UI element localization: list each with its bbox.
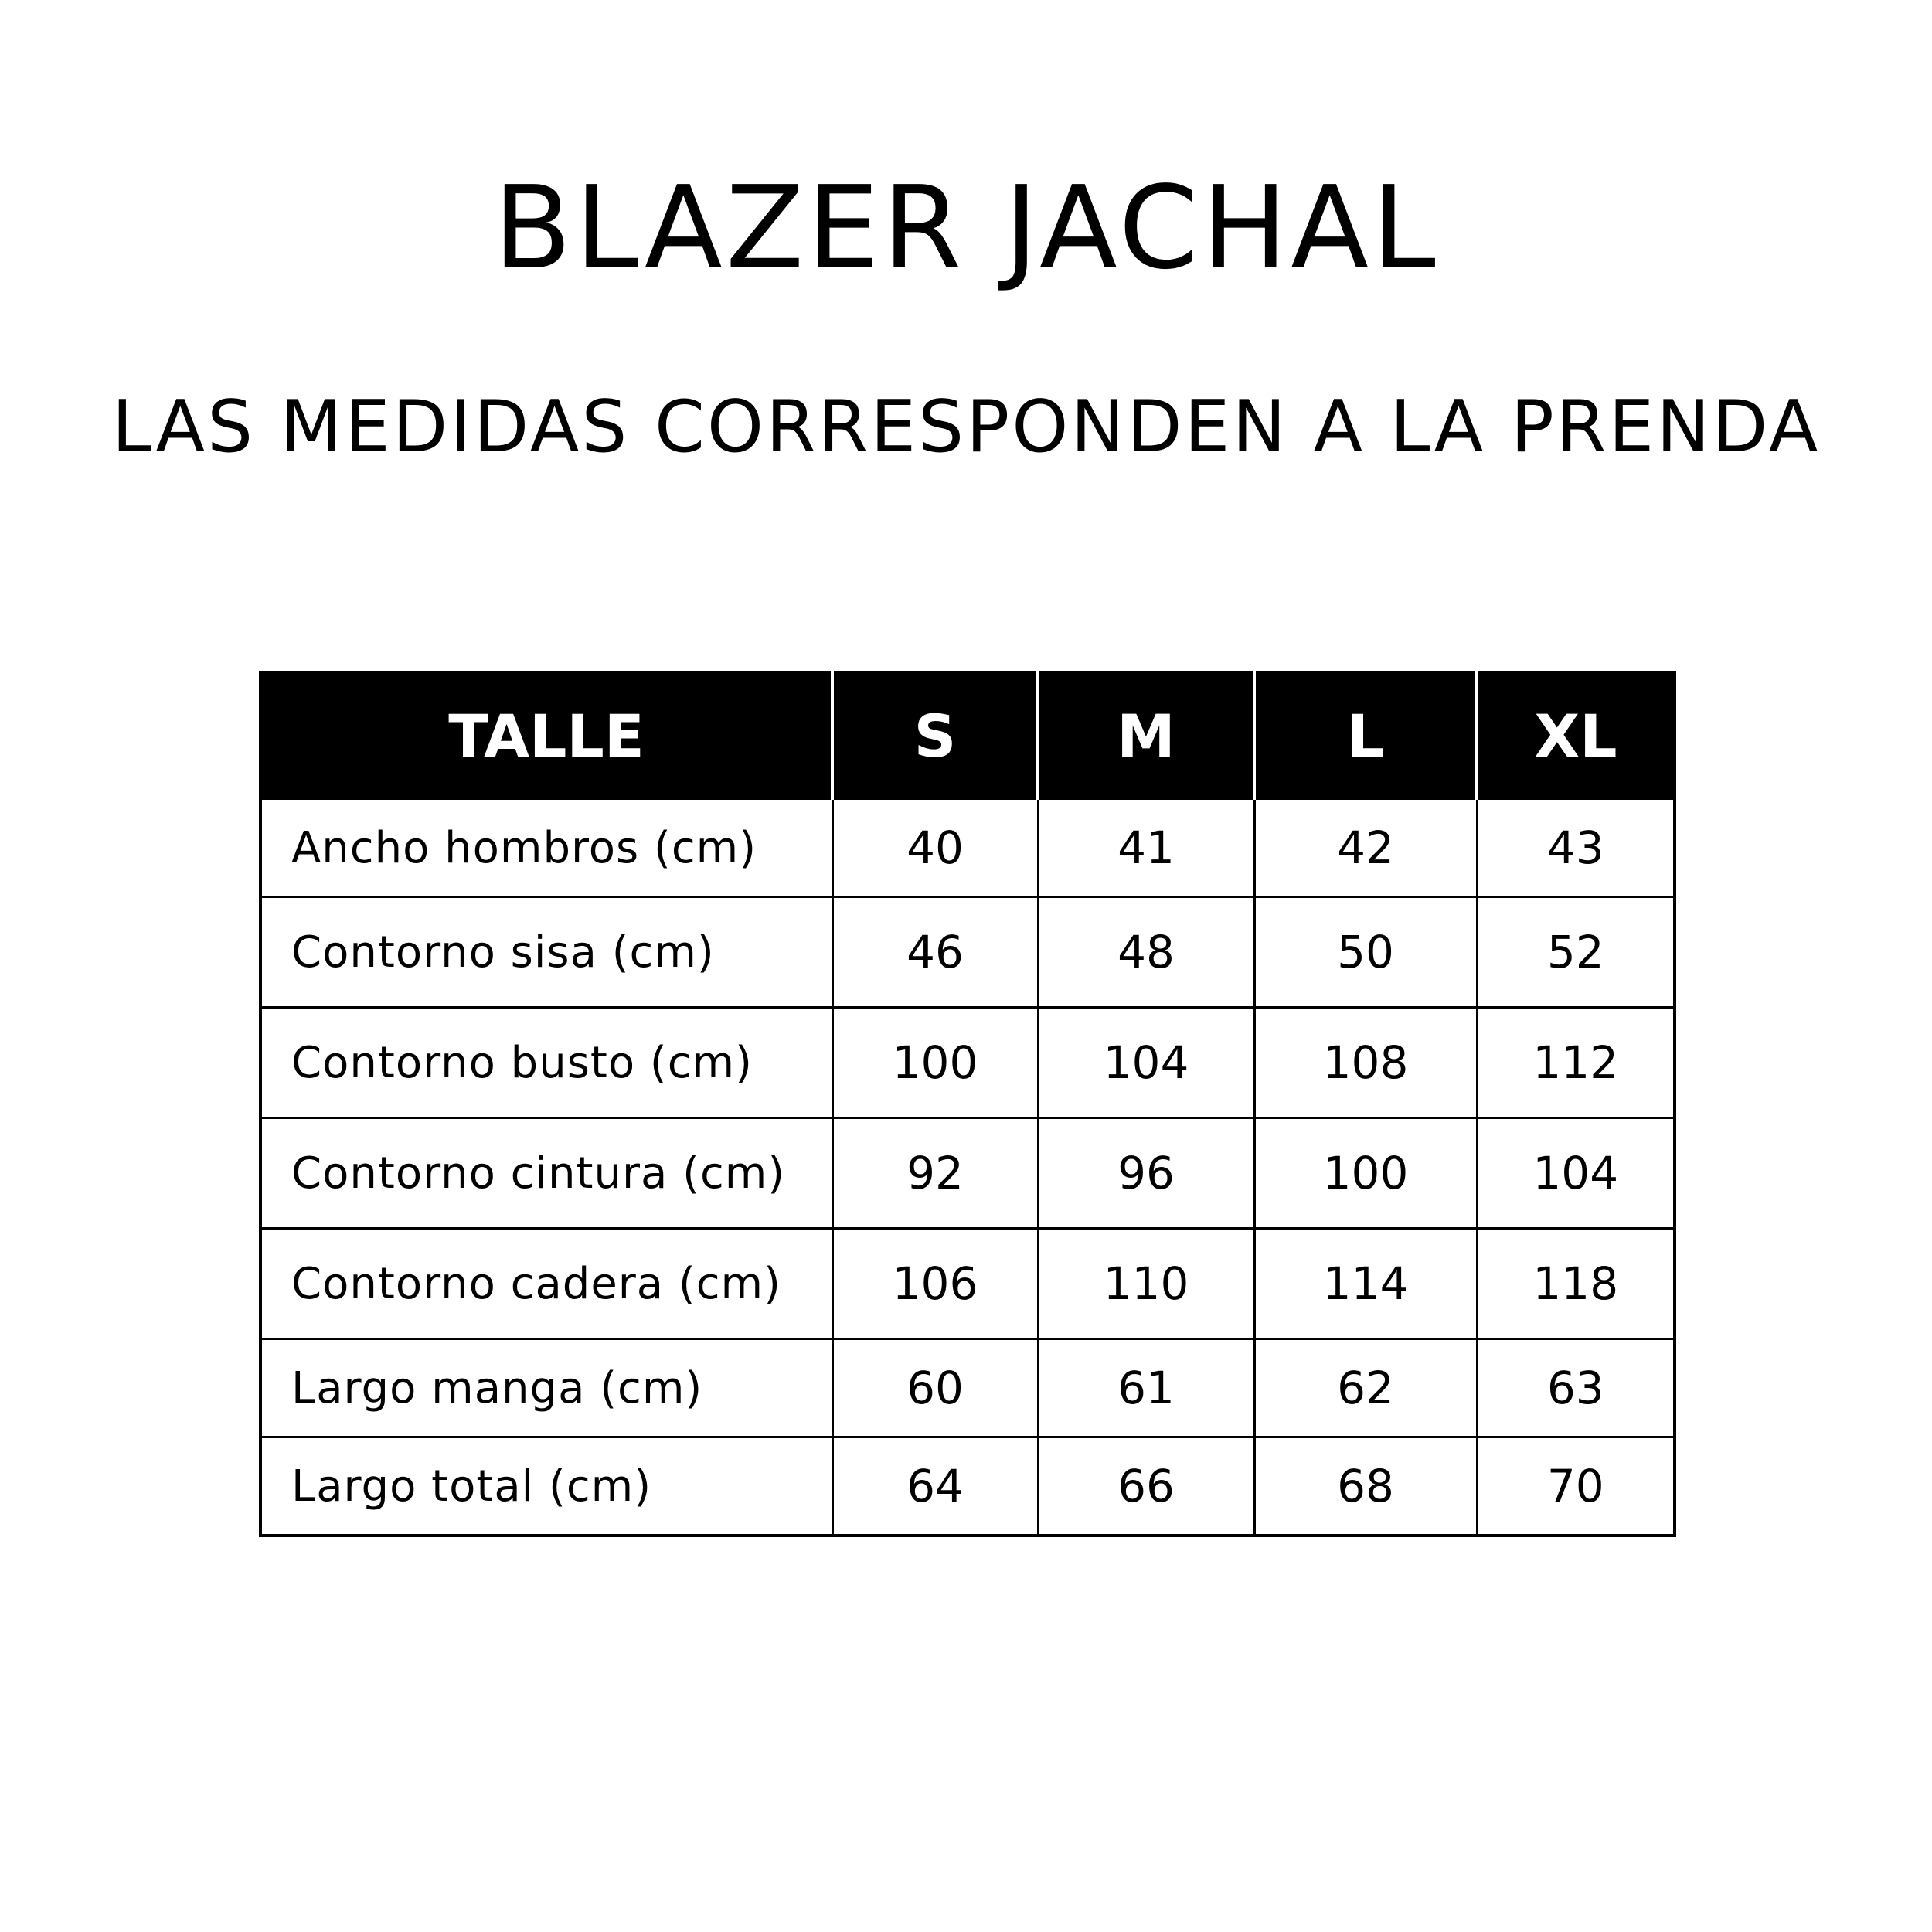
header-size-s: S [832,672,1038,799]
row-label: Ancho hombros (cm) [260,799,832,897]
cell-l: 50 [1254,897,1477,1008]
row-label: Contorno cintura (cm) [260,1118,832,1229]
header-size-l: L [1254,672,1477,799]
cell-xl: 70 [1477,1437,1675,1536]
header-size-m: M [1038,672,1254,799]
table-row [260,1339,1675,1437]
cell-xl: 104 [1477,1118,1675,1229]
cell-l: 68 [1254,1437,1477,1536]
table-row [260,1118,1675,1229]
cell-s: 106 [832,1229,1038,1339]
cell-m: 96 [1038,1118,1254,1229]
cell-xl: 112 [1477,1008,1675,1118]
page-subtitle: LAS MEDIDAS CORRESPONDEN A LA PRENDA [111,385,1821,468]
cell-m: 41 [1038,799,1254,897]
cell-xl: 63 [1477,1339,1675,1437]
table-row [260,799,1675,897]
cell-s: 40 [832,799,1038,897]
cell-xl: 118 [1477,1229,1675,1339]
cell-l: 108 [1254,1008,1477,1118]
page-title: BLAZER JACHAL [493,162,1439,294]
cell-l: 100 [1254,1118,1477,1229]
size-chart-body [260,799,1675,1536]
row-label: Contorno cadera (cm) [260,1229,832,1339]
row-label: Contorno sisa (cm) [260,897,832,1008]
cell-xl: 43 [1477,799,1675,897]
header-row [260,672,1675,799]
cell-s: 64 [832,1437,1038,1536]
cell-m: 110 [1038,1229,1254,1339]
size-chart-header [260,672,1675,799]
cell-s: 46 [832,897,1038,1008]
cell-s: 100 [832,1008,1038,1118]
cell-s: 92 [832,1118,1038,1229]
cell-l: 42 [1254,799,1477,897]
cell-m: 61 [1038,1339,1254,1437]
cell-s: 60 [832,1339,1038,1437]
cell-l: 62 [1254,1339,1477,1437]
table-row [260,1229,1675,1339]
table-row [260,1008,1675,1118]
cell-m: 104 [1038,1008,1254,1118]
row-label: Contorno busto (cm) [260,1008,832,1118]
header-talle: TALLE [260,672,832,799]
size-chart-table [259,671,1676,1537]
header-size-xl: XL [1477,672,1675,799]
table-row [260,1437,1675,1536]
row-label: Largo total (cm) [260,1437,832,1536]
row-label: Largo manga (cm) [260,1339,832,1437]
cell-m: 48 [1038,897,1254,1008]
cell-m: 66 [1038,1437,1254,1536]
table-row [260,897,1675,1008]
cell-l: 114 [1254,1229,1477,1339]
cell-xl: 52 [1477,897,1675,1008]
